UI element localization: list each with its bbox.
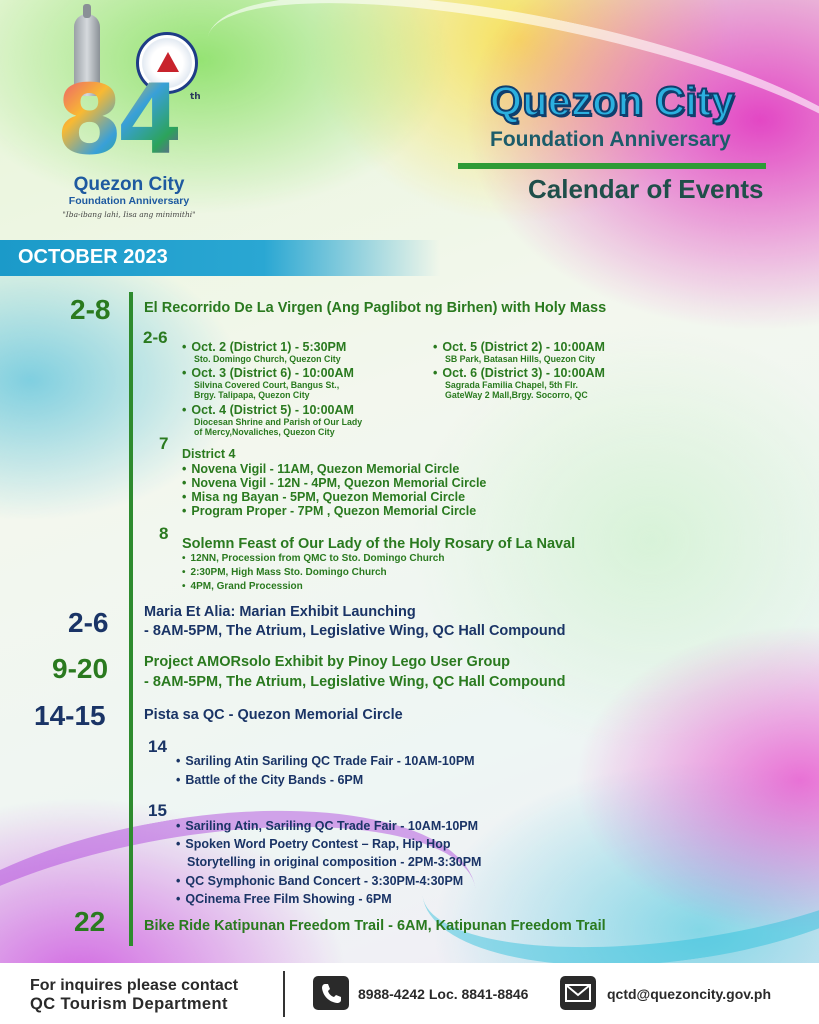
sub-event-title: District 4 [182,447,236,461]
sub-event-title: Solemn Feast of Our Lady of the Holy Rosary of La Naval [182,536,576,552]
schedule-detail: GateWay 2 Mall,Brgy. Socorro, QC [445,390,588,400]
mail-icon [560,976,596,1010]
sub-event-date: 7 [159,434,169,453]
sub-event-date: 2-6 [143,328,168,347]
logo-subtitle: Foundation Anniversary [68,195,190,207]
event-date: 22 [74,906,106,937]
phone-number[interactable]: 8988-4242 Loc. 8841-8846 [358,986,529,1002]
list-item: • 2:30PM, High Mass Sto. Domingo Church [182,567,387,578]
schedule-detail: Sagrada Familia Chapel, 5th Flr. [445,380,578,390]
event-date: 2-8 [70,294,111,325]
sub-event-date: 14 [148,737,167,756]
logo-tagline: "Iba-ibang lahi, Iisa ang minimithi" [62,210,196,219]
sub-event-date: 8 [159,524,169,543]
email-address[interactable]: qctd@quezoncity.gov.ph [607,986,772,1002]
page-subtitle: Foundation Anniversary [490,128,731,151]
anniversary-logo [50,14,200,222]
phone-icon [313,976,349,1010]
list-item: • Sariling Atin, Sariling QC Trade Fair - 10AM-10PM [176,819,478,833]
logo-ordinal: th [190,92,201,102]
list-item: • QCinema Free Film Showing - 6PM [176,892,392,906]
footer-contact-line: For inquires please contact [30,977,239,994]
list-item: • Spoken Word Poetry Contest – Rap, Hip Hop [176,837,450,851]
list-item: • Program Proper - 7PM , Quezon Memorial Circle [182,504,476,518]
schedule-item: • Oct. 3 (District 6) - 10:00AM [182,366,354,380]
schedule-item: • Oct. 2 (District 1) - 5:30PM [182,340,346,354]
event-date: 14-15 [34,700,106,731]
list-item: • QC Symphonic Band Concert - 3:30PM-4:30PM [176,874,463,888]
event-date: 2-6 [68,607,109,638]
title-divider [458,163,766,169]
month-label: OCTOBER 2023 [18,246,168,268]
schedule-detail: of Mercy,Novaliches, Quezon City [194,427,335,437]
calendar-heading: Calendar of Events [528,174,764,204]
list-item: • Misa ng Bayan - 5PM, Quezon Memorial Circle [182,490,465,504]
logo-number: 84 [56,64,178,176]
schedule-item: • Oct. 5 (District 2) - 10:00AM [433,340,605,354]
sub-event-date: 15 [148,801,167,820]
event-title: Pista sa QC - Quezon Memorial Circle [144,707,403,723]
event-title: Project AMORsolo Exhibit by Pinoy Lego User Group [144,654,511,670]
schedule-detail: SB Park, Batasan Hills, Quezon City [445,354,596,364]
schedule-detail: Diocesan Shrine and Parish of Our Lady [194,417,363,427]
list-item: • 12NN, Procession from QMC to Sto. Domingo Church [182,553,444,564]
event-title: Bike Ride Katipunan Freedom Trail - 6AM, Katipunan Freedom Trail [144,918,606,934]
list-item-continuation: Storytelling in original composition - 2PM-3:30PM [187,855,482,869]
list-item: • Sariling Atin Sariling QC Trade Fair - 10AM-10PM [176,754,475,768]
event-date: 9-20 [52,653,109,684]
event-title: Maria Et Alia: Marian Exhibit Launching [144,604,416,620]
event-detail: - 8AM-5PM, The Atrium, Legislative Wing, QC Hall Compound [144,674,566,690]
footer [0,963,819,1024]
month-banner [0,240,440,276]
schedule-detail: Sto. Domingo Church, Quezon City [194,354,341,364]
event-detail: - 8AM-5PM, The Atrium, Legislative Wing, QC Hall Compound [144,623,566,639]
list-item: • Battle of the City Bands - 6PM [176,773,363,787]
schedule-item: • Oct. 6 (District 3) - 10:00AM [433,366,605,380]
timeline-bar [129,292,133,946]
page-title: Quezon City [490,78,735,124]
schedule-detail: Silvina Covered Court, Bangus St., [194,380,340,390]
footer-divider [283,971,285,1017]
schedule-item: • Oct. 4 (District 5) - 10:00AM [182,403,354,417]
event-title: El Recorrido De La Virgen (Ang Paglibot ng Birhen) with Holy Mass [144,300,607,316]
footer-department: QC Tourism Department [30,995,228,1013]
logo-city-name: Quezon City [73,174,185,195]
list-item: • Novena Vigil - 12N - 4PM, Quezon Memorial Circle [182,476,486,490]
list-item: • Novena Vigil - 11AM, Quezon Memorial Circle [182,462,459,476]
list-item: • 4PM, Grand Procession [182,581,303,592]
schedule-detail: Brgy. Talipapa, Quezon City [194,390,310,400]
